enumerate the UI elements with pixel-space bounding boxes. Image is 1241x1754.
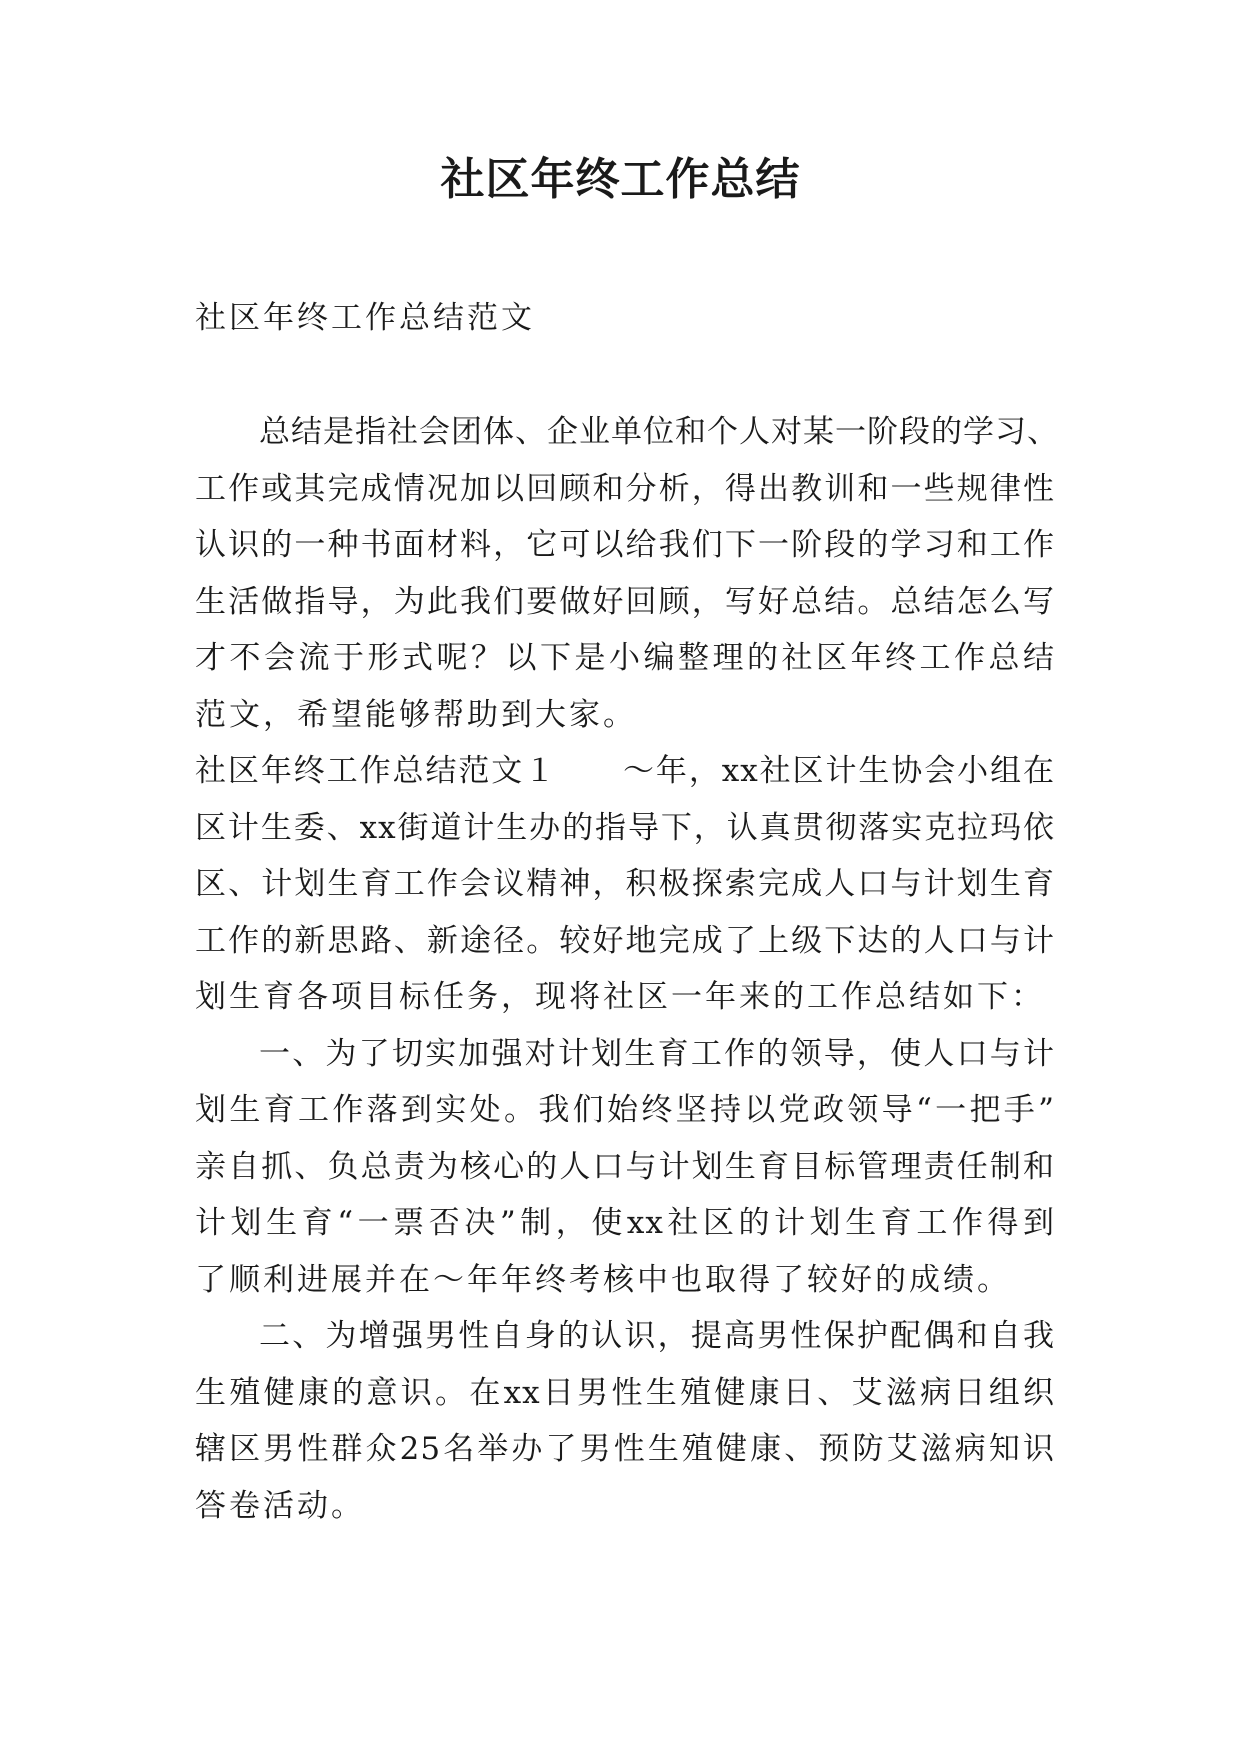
body-text-line: 范文，希望能够帮助到大家。 xyxy=(195,696,637,733)
document-subtitle: 社区年终工作总结范文 xyxy=(195,300,535,336)
body-text-line: 社区年终工作总结范文１ ～年，xx社区计生协会小组在 xyxy=(195,753,1055,789)
body-text-line: 一、为了切实加强对计划生育工作的领导，使人口与计 xyxy=(259,1035,1055,1072)
document-body xyxy=(195,404,1059,1534)
body-text-line: 总结是指社会团体、企业单位和个人对某一阶段的学习、 xyxy=(259,414,1059,450)
body-text-line: 工作的新思路、新途径。较好地完成了上级下达的人口与计 xyxy=(195,922,1055,959)
body-text-line: 辖区男性群众25名举办了男性生殖健康、预防艾滋病知识 xyxy=(195,1431,1055,1467)
body-text-line: 生活做指导，为此我们要做好回顾，写好总结。总结怎么写 xyxy=(195,583,1055,620)
body-text-line: 了顺利进展并在～年年终考核中也取得了较好的成绩。 xyxy=(195,1261,1011,1298)
body-text-line: 划生育各项目标任务，现将社区一年来的工作总结如下： xyxy=(195,979,1045,1015)
body-text-line: 区计生委、xx街道计生办的指导下，认真贯彻落实克拉玛依 xyxy=(195,809,1055,846)
body-text-line: 亲自抓、负总责为核心的人口与计划生育目标管理责任制和 xyxy=(195,1148,1055,1185)
body-text-line: 认识的一种书面材料，它可以给我们下一阶段的学习和工作 xyxy=(195,527,1055,563)
body-text-line: 生殖健康的意识。在xx日男性生殖健康日、艾滋病日组织 xyxy=(195,1374,1055,1411)
body-text-line: 划生育工作落到实处。我们始终坚持以党政领导“一把手” xyxy=(195,1092,1055,1128)
body-text-line: 二、为增强男性自身的认识，提高男性保护配偶和自我 xyxy=(259,1318,1055,1354)
body-text-line: 才不会流于形式呢？以下是小编整理的社区年终工作总结 xyxy=(195,640,1055,676)
body-text-line: 工作或其完成情况加以回顾和分析，得出教训和一些规律性 xyxy=(195,470,1055,507)
body-text-line: 区、计划生育工作会议精神，积极探索完成人口与计划生育 xyxy=(195,866,1055,902)
body-text-line: 答卷活动。 xyxy=(195,1487,365,1524)
document-title: 社区年终工作总结 xyxy=(440,154,801,205)
body-text-line: 计划生育“一票否决”制，使xx社区的计划生育工作得到 xyxy=(195,1205,1055,1241)
